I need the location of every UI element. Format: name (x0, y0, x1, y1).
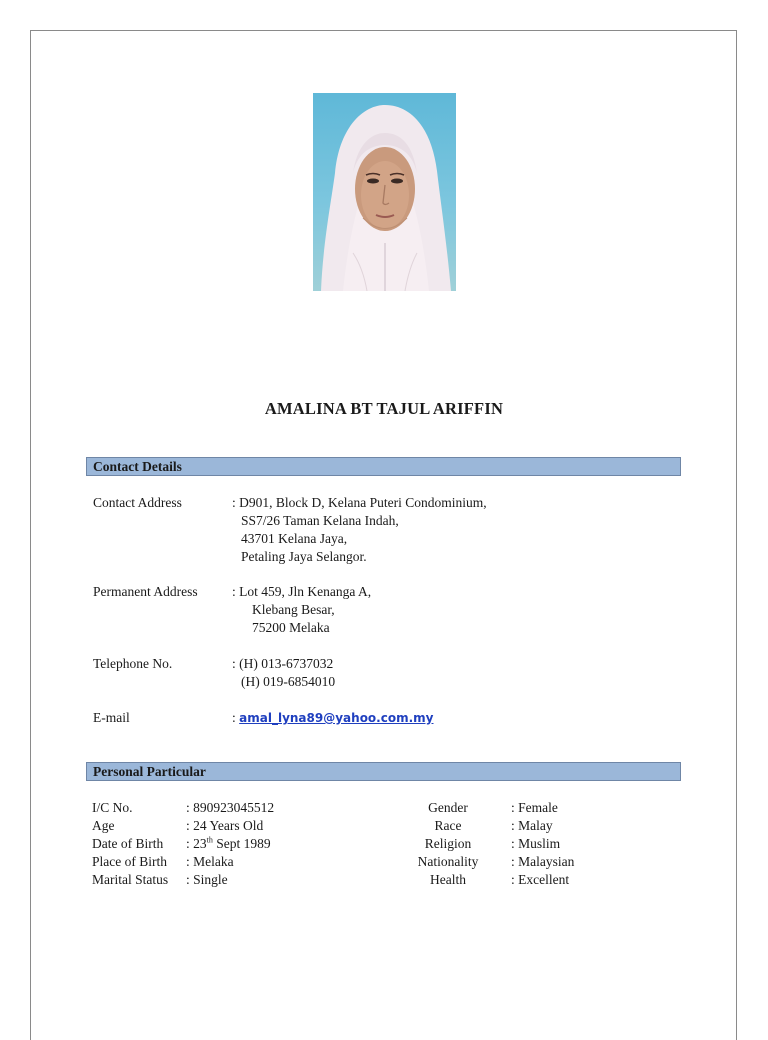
candidate-name: AMALINA BT TAJUL ARIFFIN (264, 399, 504, 418)
nationality-value: : Malaysian (511, 854, 575, 869)
nationality-label: Nationality (417, 854, 479, 869)
address-line: Petaling Jaya Selangor. (241, 549, 367, 564)
permanent-address-value (232, 583, 371, 637)
address-line: : D901, Block D, Kelana Puteri Condominium, (232, 495, 487, 510)
contact-address-row (0, 494, 768, 574)
birthplace-label: Place of Birth (92, 854, 167, 869)
ic-label: I/C No. (92, 800, 133, 815)
personal-particular-heading: Personal Particular (86, 762, 681, 781)
permanent-address-row (0, 583, 768, 643)
dob-value: : 23th Sept 1989 (186, 835, 271, 851)
personal-left-labels (92, 799, 168, 889)
phone-line: (H) 019-6854010 (241, 674, 336, 689)
birthplace-value: : Melaka (186, 854, 234, 869)
telephone-label: Telephone No. (93, 656, 173, 671)
marital-status-value: : Single (186, 872, 228, 887)
email-colon: : (232, 710, 236, 725)
age-label: Age (92, 818, 115, 833)
race-label: Race (434, 818, 462, 833)
address-line: 43701 Kelana Jaya, (241, 531, 348, 546)
telephone-row (0, 655, 768, 695)
address-line: 75200 Melaka (252, 620, 330, 635)
email-link[interactable]: amal_lyna89@yahoo.com.my (239, 711, 434, 725)
personal-left-values (186, 799, 274, 889)
profile-photo (313, 93, 456, 291)
dob-suffix: th (206, 835, 213, 845)
marital-status-label: Marital Status (92, 872, 169, 887)
ic-value: : 890923045512 (186, 800, 275, 815)
contact-details-heading: Contact Details (86, 457, 681, 476)
address-line: SS7/26 Taman Kelana Indah, (241, 513, 399, 528)
religion-value: : Muslim (511, 836, 561, 851)
email-row (0, 709, 768, 729)
address-line: Klebang Besar, (252, 602, 335, 617)
dob-label: Date of Birth (92, 836, 164, 851)
email-value (232, 709, 433, 727)
health-label: Health (430, 872, 466, 887)
telephone-value (232, 655, 335, 691)
personal-right-labels (390, 799, 506, 889)
phone-line: : (H) 013-6737032 (232, 656, 334, 671)
address-line: : Lot 459, Jln Kenanga A, (232, 584, 372, 599)
age-value: : 24 Years Old (186, 818, 264, 833)
contact-address-label: Contact Address (93, 495, 182, 510)
gender-value: : Female (511, 800, 558, 815)
email-label: E-mail (93, 710, 130, 725)
race-value: : Malay (511, 818, 553, 833)
religion-label: Religion (424, 836, 472, 851)
permanent-address-label: Permanent Address (93, 584, 198, 599)
personal-right-values (511, 799, 574, 889)
gender-label: Gender (428, 800, 468, 815)
contact-address-value (232, 494, 487, 566)
health-value: : Excellent (511, 872, 570, 887)
